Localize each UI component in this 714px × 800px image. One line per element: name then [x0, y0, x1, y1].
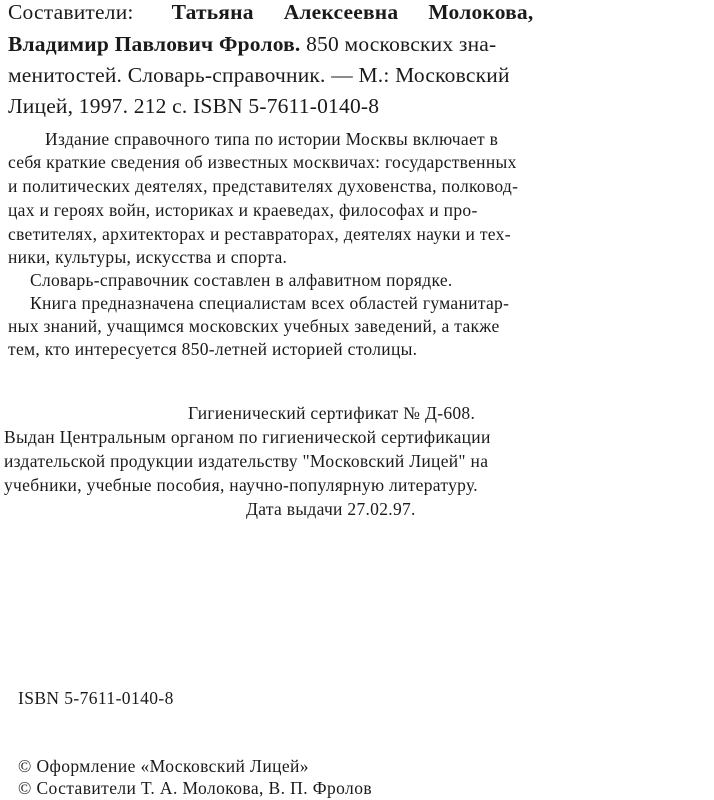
copyright-compilers: © Составители Т. А. Молокова, В. П. Фролов	[18, 778, 373, 798]
annotation-line: цах и героях войн, историках и краеведах, философах и про-	[8, 200, 478, 220]
annotation-line: Книга предназначена специалистам всех областей гуманитар-	[30, 293, 510, 313]
annotation-line: себя краткие сведения об известных москвичах: государственных	[8, 152, 517, 172]
bibliographic-line-2	[8, 34, 708, 56]
compiler-patronymic: Алексеевна	[283, 0, 399, 24]
annotation-line: и политических деятелях, представителях духовенства, полковод-	[8, 176, 519, 196]
compilers-label: Составители:	[8, 0, 134, 24]
annotation-line: светителях, архитекторах и реставраторах, деятелях науки и тех-	[8, 224, 511, 244]
bibliographic-line-4: Лицей, 1997. 212 с. ISBN 5-7611-0140-8	[8, 94, 380, 118]
compiler-surname: Молокова,	[428, 0, 534, 24]
compiler-first-name: Татьяна	[171, 0, 254, 24]
book-title-start: 850 московских зна-	[300, 32, 497, 56]
certificate-issue-date: Дата выдачи 27.02.97.	[246, 499, 416, 519]
annotation-line: Издание справочного типа по истории Москвы включает в	[45, 129, 499, 149]
certificate-line: учебники, учебные пособия, научно-популярную литературу.	[4, 475, 478, 495]
certificate-line: Выдан Центральным органом по гигиенической сертификации	[4, 427, 491, 447]
isbn-number: ISBN 5-7611-0140-8	[18, 688, 174, 708]
annotation-line: тем, кто интересуется 850-летней историей столицы.	[8, 339, 418, 359]
copyright-design: © Оформление «Московский Лицей»	[18, 756, 309, 776]
annotation-line: Словарь-справочник составлен в алфавитном порядке.	[30, 270, 453, 290]
bibliographic-line-3: менитостей. Словарь-справочник. — М.: Московский	[8, 63, 510, 87]
certificate-title: Гигиенический сертификат № Д-608.	[188, 403, 476, 423]
certificate-line: издательской продукции издательству "Московский Лицей" на	[4, 451, 489, 471]
annotation-line: ных знаний, учащимся московских учебных заведений, а также	[8, 316, 500, 336]
bibliographic-line-1	[8, 2, 708, 24]
second-compiler-name: Владимир Павлович Фролов.	[8, 32, 301, 56]
annotation-line: ники, культуры, искусства и спорта.	[8, 247, 288, 267]
